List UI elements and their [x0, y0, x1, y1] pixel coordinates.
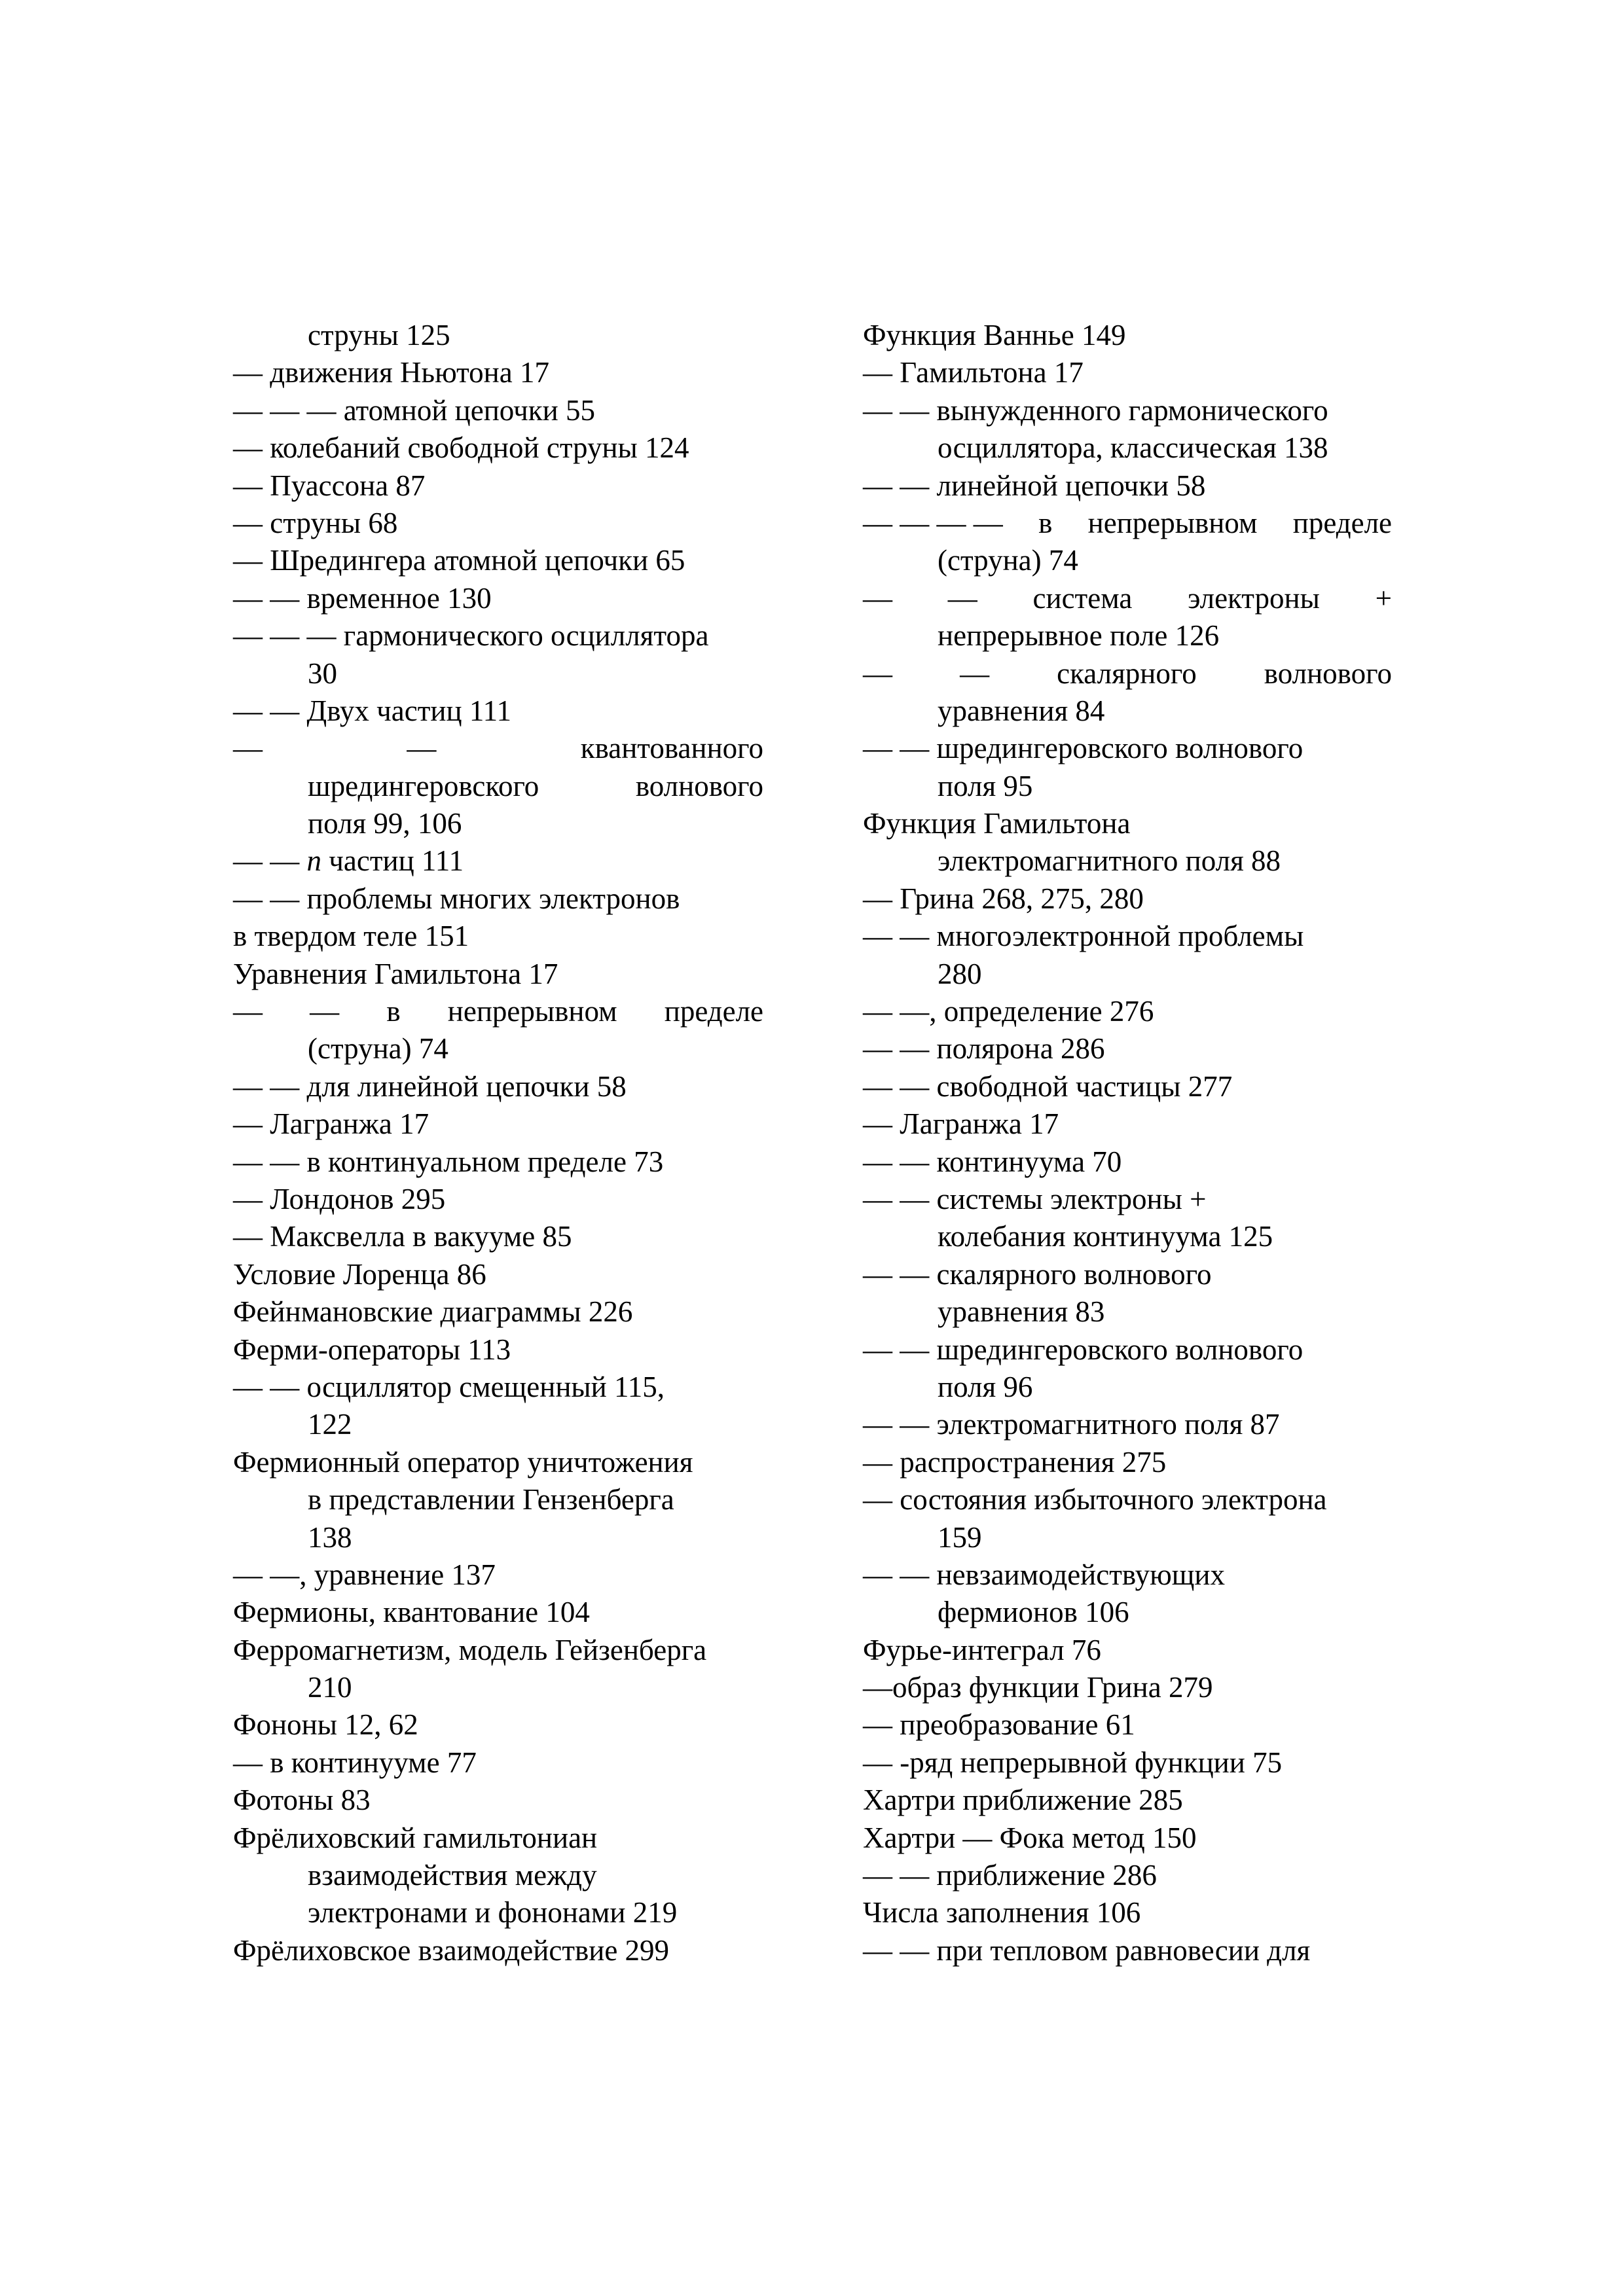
index-entry: — Лагранжа 17	[233, 1107, 429, 1141]
index-entry: Фурье-интеграл 76	[863, 1633, 1101, 1666]
index-entry: Фермионы, квантование 104	[233, 1596, 590, 1629]
index-entry-word: электроны	[1188, 581, 1320, 615]
index-entry: в твердом теле 151	[233, 920, 469, 953]
index-entry: электромагнитного поля 88	[938, 844, 1281, 878]
index-entry: — — континуума 70	[863, 1145, 1122, 1178]
index-entry-word: —	[310, 995, 340, 1028]
index-entry: — — электромагнитного поля 87	[863, 1408, 1280, 1441]
index-entry: Ферми-операторы 113	[233, 1333, 511, 1366]
index-entry: — Максвелла в вакууме 85	[233, 1220, 572, 1253]
index-entry-word: волнового	[1264, 656, 1392, 690]
index-entry: — — полярона 286	[863, 1032, 1105, 1066]
index-entry: — Гамильтона 17	[863, 356, 1084, 389]
index-entry: — — скалярного волнового	[863, 1257, 1212, 1291]
index-entry: — —, определение 276	[863, 995, 1154, 1028]
index-entry-word: —	[407, 732, 437, 765]
index-column-left	[233, 317, 763, 1969]
index-entry: — — Двух частиц 111	[233, 694, 511, 727]
index-entry-word: —	[863, 656, 892, 690]
index-entry: — — свободной частицы 277	[863, 1069, 1233, 1103]
index-entry: поля 96	[938, 1370, 1033, 1403]
index-entry: — струны 68	[233, 506, 398, 539]
index-entry: — колебаний свободной струны 124	[233, 431, 689, 465]
index-entry: — в континууме 77	[233, 1746, 477, 1779]
index-entry: — — невзаимодействующих	[863, 1558, 1225, 1591]
index-entry: — —, уравнение 137	[233, 1558, 496, 1591]
index-entry: — — многоэлектронной проблемы	[863, 920, 1304, 953]
index-entry: — — проблемы многих электронов	[233, 882, 680, 915]
index-entry: — — временное 130	[233, 581, 492, 615]
index-entry: — — системы электроны +	[863, 1182, 1207, 1215]
index-entry-word: в	[1038, 506, 1053, 539]
index-entry: Фотоны 83	[233, 1784, 371, 1817]
index-entry	[233, 842, 763, 880]
index-entry: Фермионный оператор уничтожения	[233, 1445, 693, 1479]
index-entry: фермионов 106	[938, 1596, 1129, 1629]
index-entry: уравнения 83	[938, 1295, 1105, 1329]
index-entry: — — вынужденного гармонического	[863, 393, 1328, 427]
index-entry: —образ функции Грина 279	[863, 1671, 1213, 1704]
index-entry-word: в	[386, 995, 401, 1028]
index-entry: в представлении Гензенберга	[308, 1483, 674, 1516]
index-entry: струны 125	[308, 319, 450, 351]
index-entry: — состояния избыточного электрона	[863, 1483, 1327, 1516]
index-entry-word: пределе	[664, 995, 763, 1028]
index-entry: осциллятора, классическая 138	[938, 431, 1328, 465]
index-entry: непрерывное поле 126	[938, 619, 1220, 653]
index-entry: — Шредингера атомной цепочки 65	[233, 544, 685, 577]
index-entry: Уравнения Гамильтона 17	[233, 957, 558, 990]
index-entry-word: —	[233, 995, 263, 1028]
index-entry: — — линейной цепочки 58	[863, 469, 1206, 502]
index-entry: — — — гармонического осциллятора	[233, 619, 709, 653]
index-entry: колебания континуума 125	[938, 1220, 1273, 1253]
index-entry-suffix: частиц 111	[321, 844, 464, 878]
index-entry: Фейнмановские диаграммы 226	[233, 1295, 633, 1329]
index-entry: — — в континуальном пределе 73	[233, 1145, 664, 1178]
index-entry: — движения Ньютона 17	[233, 356, 549, 389]
index-entry	[863, 505, 1392, 542]
index-entry: уравнения 84	[938, 694, 1105, 727]
index-entry: — — при тепловом равновесии для	[863, 1933, 1311, 1967]
index-entry: Фононы 12, 62	[233, 1708, 418, 1742]
index-entry: Фрёлиховское взаимодействие 299	[233, 1933, 670, 1967]
index-entry: 138	[308, 1520, 352, 1554]
index-entry: — Пуассона 87	[233, 469, 426, 502]
index-entry: (струна) 74	[938, 544, 1078, 577]
index-entry-word: система	[1032, 581, 1133, 615]
index-entry: Ферромагнетизм, модель Гейзенберга	[233, 1633, 707, 1666]
index-entry-word: пределе	[1292, 506, 1392, 539]
index-entry: — — шредингеровского волнового	[863, 1333, 1304, 1366]
index-entry: Функция Гамильтона	[863, 807, 1131, 840]
index-entry: — — — атомной цепочки 55	[233, 393, 595, 427]
index-entry: поля 95	[938, 769, 1033, 802]
index-entry: — Грина 268, 275, 280	[863, 882, 1144, 915]
index-entry: Хартри — Фока метод 150	[863, 1821, 1197, 1854]
index-entry-word: —	[863, 581, 892, 615]
index-entry: 280	[938, 957, 982, 990]
index-entry-word: —	[947, 581, 977, 615]
index-entry: — Лондонов 295	[233, 1182, 446, 1215]
index-entry: 159	[938, 1520, 982, 1554]
index-entry: (струна) 74	[308, 1032, 448, 1066]
index-entry-word: +	[1375, 581, 1392, 615]
index-entry: 210	[308, 1671, 352, 1704]
index-entry-word: квантованного	[580, 732, 763, 765]
index-entry	[863, 580, 1392, 617]
index-entry	[233, 993, 763, 1030]
index-entry: электронами и фононами 219	[308, 1896, 678, 1929]
index-entry-prefix: — —	[233, 844, 307, 878]
index-entry: поля 99, 106	[308, 807, 462, 840]
index-entry-italic: n	[306, 844, 321, 878]
index-entry	[233, 730, 763, 767]
index-entry	[863, 655, 1392, 692]
index-entry: — — приближение 286	[863, 1859, 1157, 1892]
index-column-right	[863, 317, 1392, 1969]
index-entry: — — шредингеровского волнового	[863, 732, 1304, 765]
index-entry-word: скалярного	[1057, 656, 1197, 690]
index-entry: — распространения 275	[863, 1445, 1167, 1479]
index-entry: Числа заполнения 106	[863, 1896, 1141, 1929]
index-entry: — преобразование 61	[863, 1708, 1135, 1742]
index-entry	[233, 768, 763, 805]
index-entry: — -ряд непрерывной функции 75	[863, 1746, 1283, 1779]
index-entry: 30	[308, 656, 337, 690]
index-entry: 122	[308, 1408, 352, 1441]
index-entry: — Лагранжа 17	[863, 1107, 1059, 1141]
index-entry-word: шредингеровского	[308, 769, 539, 802]
index-entry: Фрёлиховский гамильтониан	[233, 1821, 598, 1854]
index-entry: Функция Ваннье 149	[863, 319, 1126, 351]
index-entry-word: непрерывном	[447, 995, 617, 1028]
index-entry: — — осциллятор смещенный 115,	[233, 1370, 665, 1403]
index-entry: взаимодействия между	[308, 1859, 597, 1892]
index-entry-word: волнового	[635, 769, 763, 802]
index-entry: Хартри приближение 285	[863, 1784, 1183, 1817]
index-entry: Условие Лоренца 86	[233, 1257, 486, 1291]
index-entry-word: — — — —	[863, 506, 1003, 539]
index-entry-word: —	[233, 732, 263, 765]
index-entry: — — для линейной цепочки 58	[233, 1069, 627, 1103]
index-entry-word: —	[960, 656, 990, 690]
index-entry-word: непрерывном	[1087, 506, 1258, 539]
